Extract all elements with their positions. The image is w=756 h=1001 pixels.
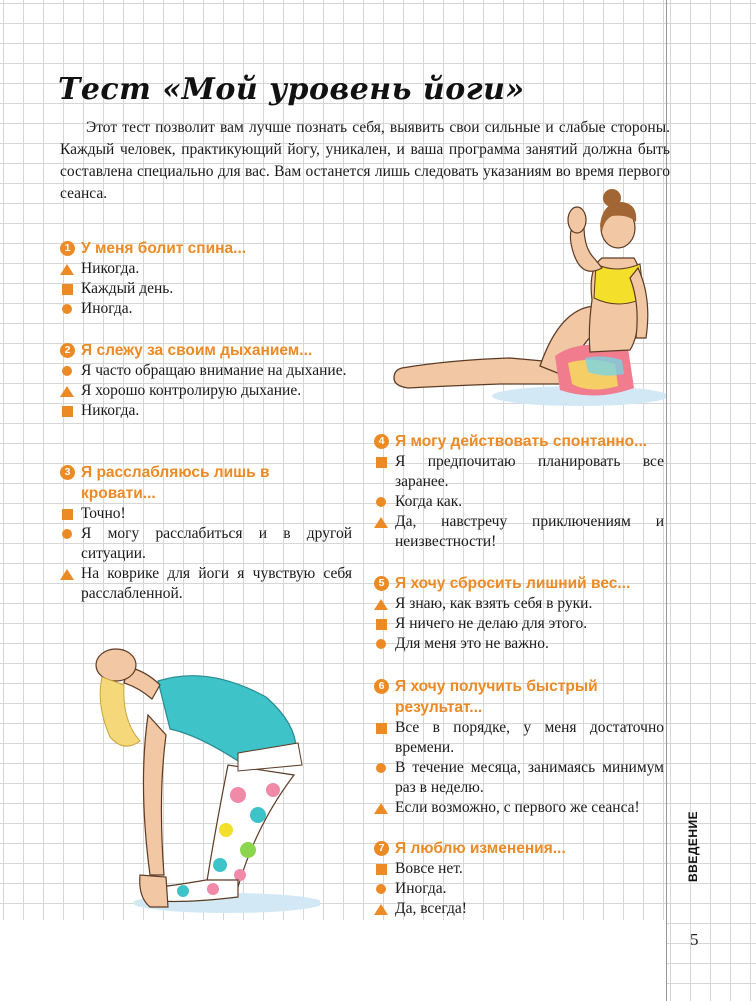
page-margin-strip [666, 0, 756, 1001]
answer-option: Никогда. [60, 259, 360, 279]
answer-option: Я предпочитаю планировать все заранее. [374, 452, 664, 492]
head [96, 649, 136, 681]
question-heading [374, 676, 634, 718]
circle-icon [374, 492, 388, 512]
question-number-badge: 4 [374, 434, 389, 449]
question-number-badge: 2 [60, 343, 75, 358]
seated-twist-illustration [390, 188, 666, 410]
question-text: Я люблю изменения... [395, 840, 566, 857]
page-title: Тест «Мой уровень йоги» [58, 72, 525, 107]
square-icon [374, 452, 388, 472]
answer-option: Точно! [60, 504, 352, 524]
question-heading [60, 340, 356, 361]
triangle-icon [60, 564, 74, 584]
circle-icon [60, 299, 74, 319]
question-heading [60, 462, 280, 504]
hand [568, 207, 586, 233]
question-number-badge: 6 [374, 679, 389, 694]
question-number-badge: 3 [60, 465, 75, 480]
question-text: Я хочу сбросить лишний вес... [395, 575, 631, 592]
question-heading [60, 238, 360, 259]
circle-icon [374, 758, 388, 778]
section-label: ВВЕДЕНИЕ [686, 810, 700, 882]
square-icon [374, 859, 388, 879]
question-text: Я хочу получить быстрый результат... [395, 678, 598, 716]
question-3 [60, 462, 352, 604]
answer-option: Я часто обращаю внимание на дыхание. [60, 361, 356, 381]
answer-option: В течение месяца, занимаясь минимум раз в неделю. [374, 758, 664, 798]
question-heading [374, 431, 664, 452]
question-text: У меня болит спина... [81, 240, 247, 257]
triangle-icon [374, 512, 388, 532]
answer-option: Я хорошо контролирую дыхание. [60, 381, 356, 401]
answer-option: Никогда. [60, 401, 356, 421]
bottom-margin [0, 920, 666, 1001]
triangle-icon [60, 259, 74, 279]
question-1 [60, 238, 360, 319]
answer-option: Каждый день. [60, 279, 360, 299]
question-heading [374, 573, 664, 594]
square-icon [374, 614, 388, 634]
answer-option: На коврике для йоги я чувствую себя расслабленной. [60, 564, 352, 604]
circle-icon [60, 361, 74, 381]
square-icon [374, 718, 388, 738]
circle-icon [374, 879, 388, 899]
intro-paragraph: Этот тест позволит вам лучше познать себя, выявить свои сильные и слабые стороны. Каждый человек, практикующий йогу, уникален, и ваша программа занятий должна быть составлена специально для вас. Вам останется лишь следовать указаниям во время первого сеанса. [60, 119, 670, 202]
circle-icon [374, 634, 388, 654]
answer-option: Я знаю, как взять себя в руки. [374, 594, 664, 614]
question-text: Я могу действовать спонтанно... [395, 433, 648, 450]
question-number-badge: 7 [374, 841, 389, 856]
question-7 [374, 838, 664, 919]
question-number-badge: 5 [374, 576, 389, 591]
question-text: Я расслабляюсь лишь в кровати... [81, 464, 270, 502]
answer-option: Иногда. [374, 879, 664, 899]
triangle-icon [374, 798, 388, 818]
answer-option: Иногда. [60, 299, 360, 319]
answer-option: Да, всегда! [374, 899, 664, 919]
arms [143, 715, 166, 875]
answer-option: Да, навстречу приключениям и неизвестности! [374, 512, 664, 552]
answer-option: Когда как. [374, 492, 664, 512]
shins [158, 880, 238, 902]
triangle-icon [60, 381, 74, 401]
square-icon [60, 279, 74, 299]
hair-bun [603, 189, 621, 207]
answer-option: Я ничего не делаю для этого. [374, 614, 664, 634]
question-4 [374, 431, 664, 552]
question-text: Я слежу за своим дыханием... [81, 342, 313, 359]
question-number-badge: 1 [60, 241, 75, 256]
extended-leg [394, 358, 565, 388]
answer-option: Вовсе нет. [374, 859, 664, 879]
answer-option: Если возможно, с первого же сеанса! [374, 798, 664, 818]
answer-option: Все в порядке, у меня достаточно времени. [374, 718, 664, 758]
camel-pose-illustration [88, 625, 320, 915]
question-heading [374, 838, 664, 859]
square-icon [60, 401, 74, 421]
triangle-icon [374, 594, 388, 614]
question-5 [374, 573, 664, 654]
page-number: 5 [690, 930, 699, 949]
answer-option: Я могу расслабиться и в другой ситуации. [60, 524, 352, 564]
circle-icon [60, 524, 74, 544]
answer-option: Для меня это не важно. [374, 634, 664, 654]
question-6 [374, 676, 664, 818]
triangle-icon [374, 899, 388, 919]
square-icon [60, 504, 74, 524]
question-2 [60, 340, 356, 421]
